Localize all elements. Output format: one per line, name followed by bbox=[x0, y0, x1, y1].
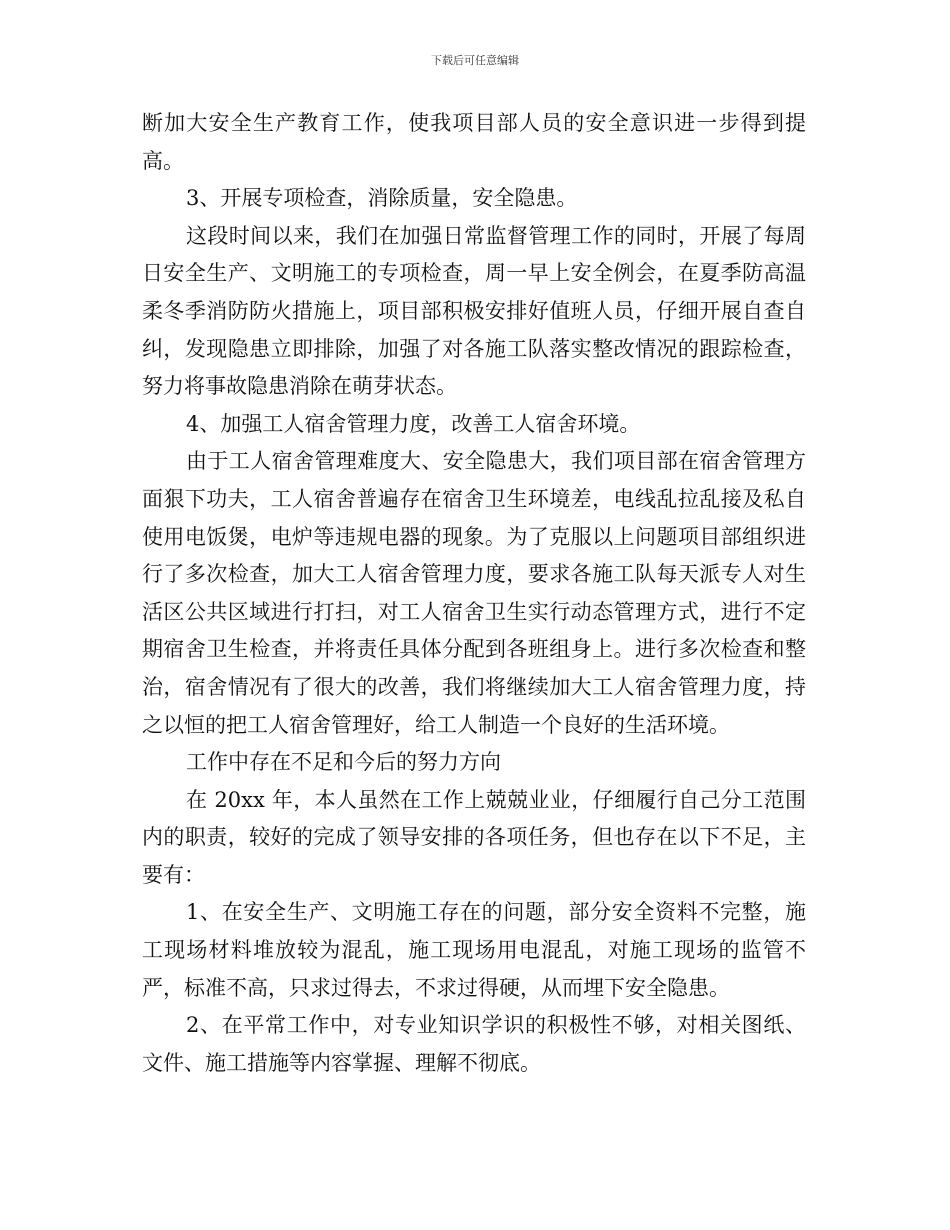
paragraph-5: 由于工人宿舍管理难度大、安全隐患大，我们项目部在宿舍管理方面狠下功夫，工人宿舍普遍存在宿舍卫生环境差，电线乱拉乱接及私自使用电饭煲，电炉等违规电器的现象。为了克服以上问题项目部组织进行了多次检查，加大工人宿舍管理力度，要求各施工队每天派专人对生活区公共区域进行打扫，对工人宿舍卫生实行动态管理方式，进行不定期宿舍卫生检查，并将责任具体分配到各班组身上。进行多次检查和整治，宿舍情况有了很大的改善，我们将继续加大工人宿舍管理力度，持之以恒的把工人宿舍管理好，给工人制造一个良好的生活环境。 bbox=[142, 449, 806, 737]
section-heading: 工作中存在不足和今后的努力方向 bbox=[186, 750, 501, 775]
paragraph-2: 3、开展专项检查，消除质量，安全隐患。 bbox=[186, 186, 578, 211]
paragraph-4: 4、加强工人宿舍管理力度，改善工人宿舍环境。 bbox=[186, 411, 641, 436]
page-header-note: 下载后可任意编辑 bbox=[431, 54, 519, 67]
paragraph-9: 2、在平常工作中，对专业知识学识的积极性不够，对相关图纸、文件、施工措施等内容掌握、理解不彻底。 bbox=[142, 1013, 806, 1075]
paragraph-7: 在 20xx 年，本人虽然在工作上兢兢业业，仔细履行自己分工范围内的职责，较好的完成了领导安排的各项任务，但也存在以下不足，主要有： bbox=[142, 787, 806, 887]
document-body bbox=[142, 105, 806, 1082]
paragraph-3: 这段时间以来，我们在加强日常监督管理工作的同时，开展了每周日安全生产、文明施工的专项检查，周一早上安全例会，在夏季防高温柔冬季消防防火措施上，项目部积极安排好值班人员，仔细开展自查自纠，发现隐患立即排除，加强了对各施工队落实整改情况的跟踪检查，努力将事故隐患消除在萌芽状态。 bbox=[142, 223, 806, 399]
paragraph-8: 1、在安全生产、文明施工存在的问题，部分安全资料不完整，施工现场材料堆放较为混乱，施工现场用电混乱，对施工现场的监管不严，标准不高，只求过得去，不求过得硬，从而埋下安全隐患。 bbox=[142, 900, 806, 1000]
paragraph-1: 断加大安全生产教育工作，使我项目部人员的安全意识进一步得到提高。 bbox=[142, 111, 806, 173]
